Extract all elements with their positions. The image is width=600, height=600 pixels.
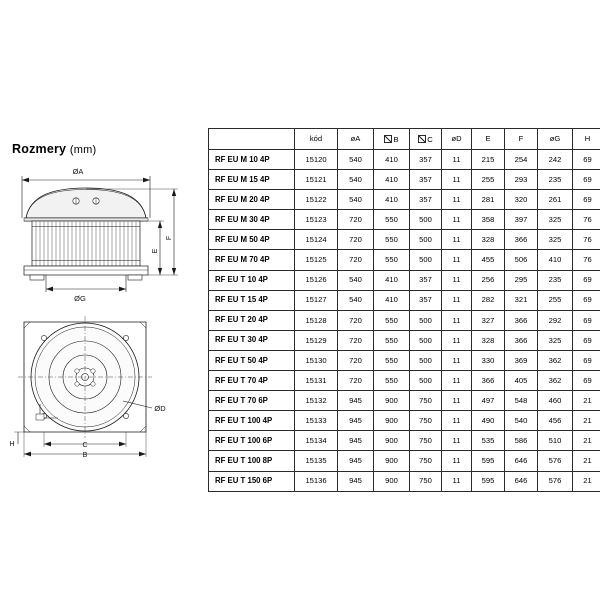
cell-diameter-g: 255 xyxy=(538,290,573,310)
cell-diameter-g: 362 xyxy=(538,350,573,370)
cell-b: 550 xyxy=(374,350,410,370)
cell-diameter-a: 540 xyxy=(338,290,374,310)
cell-b: 410 xyxy=(374,190,410,210)
cell-h: 69 xyxy=(573,190,600,210)
cell-diameter-d: 11 xyxy=(442,451,472,471)
cell-diameter-d: 11 xyxy=(442,250,472,270)
cell-h: 69 xyxy=(573,350,600,370)
table-row xyxy=(209,350,600,370)
cell-diameter-a: 720 xyxy=(338,310,374,330)
cell-diameter-d: 11 xyxy=(442,290,472,310)
cell-model: RF EU T 150 6P xyxy=(209,471,295,491)
cell-e: 497 xyxy=(472,391,505,411)
cell-kod: 15120 xyxy=(295,150,338,170)
cell-kod: 15126 xyxy=(295,270,338,290)
cell-model: RF EU T 20 4P xyxy=(209,310,295,330)
cell-kod: 15132 xyxy=(295,391,338,411)
column-header-b-label: B xyxy=(393,134,399,144)
cell-f: 254 xyxy=(505,150,538,170)
cell-e: 215 xyxy=(472,150,505,170)
cell-diameter-g: 235 xyxy=(538,170,573,190)
cell-kod: 15134 xyxy=(295,431,338,451)
table-row xyxy=(209,431,600,451)
cell-diameter-a: 720 xyxy=(338,371,374,391)
cell-diameter-g: 261 xyxy=(538,190,573,210)
cell-f: 548 xyxy=(505,391,538,411)
specifications-table-wrapper xyxy=(208,128,596,492)
cell-diameter-a: 540 xyxy=(338,170,374,190)
cell-c: 357 xyxy=(410,150,442,170)
cell-diameter-a: 945 xyxy=(338,451,374,471)
cell-model: RF EU T 70 6P xyxy=(209,391,295,411)
square-symbol-icon xyxy=(418,135,426,143)
label-diameter-a: ØA xyxy=(72,167,84,176)
cell-diameter-g: 576 xyxy=(538,471,573,491)
cell-diameter-d: 11 xyxy=(442,170,472,190)
column-header-diameter-a: øA xyxy=(338,129,374,150)
cell-h: 21 xyxy=(573,411,600,431)
cell-e: 595 xyxy=(472,451,505,471)
cell-e: 255 xyxy=(472,170,505,190)
product-drawing-svg xyxy=(0,156,205,466)
cell-diameter-d: 11 xyxy=(442,190,472,210)
cell-model: RF EU M 70 4P xyxy=(209,250,295,270)
cell-diameter-d: 11 xyxy=(442,210,472,230)
cell-diameter-d: 11 xyxy=(442,431,472,451)
cell-diameter-a: 945 xyxy=(338,391,374,411)
dimensions-title xyxy=(12,142,96,156)
cell-diameter-a: 945 xyxy=(338,431,374,451)
cell-h: 69 xyxy=(573,371,600,391)
cell-diameter-d: 11 xyxy=(442,270,472,290)
cell-b: 900 xyxy=(374,391,410,411)
dimensions-unit-text: (mm) xyxy=(69,144,97,156)
label-height-h: H xyxy=(9,441,15,448)
dim-line-height-e xyxy=(148,221,178,275)
cell-f: 293 xyxy=(505,170,538,190)
cell-c: 357 xyxy=(410,190,442,210)
dimensions-drawing-block xyxy=(0,130,205,470)
cell-model: RF EU M 30 4P xyxy=(209,210,295,230)
cell-f: 320 xyxy=(505,190,538,210)
cell-model: RF EU M 20 4P xyxy=(209,190,295,210)
column-header-diameter-d: øD xyxy=(442,129,472,150)
cell-diameter-g: 510 xyxy=(538,431,573,451)
cell-f: 369 xyxy=(505,350,538,370)
cell-diameter-a: 540 xyxy=(338,190,374,210)
cell-diameter-a: 720 xyxy=(338,210,374,230)
cell-h: 21 xyxy=(573,451,600,471)
square-symbol-icon xyxy=(384,135,392,143)
top-view-group xyxy=(14,316,152,457)
cell-kod: 15130 xyxy=(295,350,338,370)
cell-kod: 15135 xyxy=(295,451,338,471)
cell-diameter-g: 325 xyxy=(538,330,573,350)
cell-model: RF EU T 30 4P xyxy=(209,330,295,350)
table-header-row xyxy=(209,129,600,150)
cell-e: 490 xyxy=(472,411,505,431)
cell-c: 500 xyxy=(410,230,442,250)
cell-f: 366 xyxy=(505,330,538,350)
cell-e: 366 xyxy=(472,371,505,391)
cell-b: 410 xyxy=(374,170,410,190)
cell-diameter-d: 11 xyxy=(442,150,472,170)
label-diameter-d: ØD xyxy=(154,404,166,413)
cell-c: 500 xyxy=(410,210,442,230)
cell-kod: 15122 xyxy=(295,190,338,210)
cell-e: 330 xyxy=(472,350,505,370)
label-height-f: F xyxy=(166,235,173,241)
cell-c: 750 xyxy=(410,391,442,411)
cell-model: RF EU M 50 4P xyxy=(209,230,295,250)
cell-diameter-g: 292 xyxy=(538,310,573,330)
cell-e: 328 xyxy=(472,330,505,350)
cell-e: 282 xyxy=(472,290,505,310)
cell-c: 500 xyxy=(410,350,442,370)
table-row xyxy=(209,270,600,290)
dimensions-title-text: Rozmery xyxy=(12,142,67,156)
cell-f: 646 xyxy=(505,451,538,471)
cell-diameter-a: 720 xyxy=(338,330,374,350)
table-row xyxy=(209,150,600,170)
column-header-f: F xyxy=(505,129,538,150)
table-row xyxy=(209,451,600,471)
cell-b: 410 xyxy=(374,150,410,170)
cell-h: 69 xyxy=(573,270,600,290)
cell-b: 550 xyxy=(374,230,410,250)
cell-model: RF EU T 100 6P xyxy=(209,431,295,451)
table-body xyxy=(209,150,600,492)
cell-diameter-a: 540 xyxy=(338,150,374,170)
cell-b: 410 xyxy=(374,290,410,310)
cell-kod: 15128 xyxy=(295,310,338,330)
column-header-c xyxy=(410,129,442,150)
cell-h: 69 xyxy=(573,330,600,350)
cell-c: 500 xyxy=(410,371,442,391)
cell-h: 69 xyxy=(573,150,600,170)
cell-diameter-d: 11 xyxy=(442,471,472,491)
cell-kod: 15125 xyxy=(295,250,338,270)
cell-kod: 15136 xyxy=(295,471,338,491)
cell-c: 500 xyxy=(410,250,442,270)
table-row xyxy=(209,411,600,431)
cell-f: 366 xyxy=(505,230,538,250)
cell-h: 21 xyxy=(573,391,600,411)
cell-diameter-g: 410 xyxy=(538,250,573,270)
cell-b: 550 xyxy=(374,330,410,350)
cell-e: 281 xyxy=(472,190,505,210)
column-header-diameter-g: øG xyxy=(538,129,573,150)
cell-e: 358 xyxy=(472,210,505,230)
cell-diameter-d: 11 xyxy=(442,391,472,411)
cell-diameter-d: 11 xyxy=(442,330,472,350)
column-header-model xyxy=(209,129,295,150)
dim-line-height-h xyxy=(14,432,24,444)
cell-c: 500 xyxy=(410,310,442,330)
cell-c: 750 xyxy=(410,451,442,471)
cell-h: 69 xyxy=(573,310,600,330)
cell-kod: 15127 xyxy=(295,290,338,310)
cell-diameter-d: 11 xyxy=(442,350,472,370)
cell-f: 540 xyxy=(505,411,538,431)
label-height-e: E xyxy=(152,248,159,254)
table-row xyxy=(209,391,600,411)
label-diameter-g: ØG xyxy=(74,294,86,303)
cell-f: 405 xyxy=(505,371,538,391)
cell-diameter-g: 456 xyxy=(538,411,573,431)
cell-b: 550 xyxy=(374,250,410,270)
cell-c: 357 xyxy=(410,290,442,310)
cell-c: 357 xyxy=(410,270,442,290)
table-row xyxy=(209,230,600,250)
cell-f: 366 xyxy=(505,310,538,330)
cell-e: 328 xyxy=(472,230,505,250)
cell-c: 750 xyxy=(410,411,442,431)
label-width-c: C xyxy=(82,442,88,449)
cell-c: 500 xyxy=(410,330,442,350)
cell-diameter-g: 362 xyxy=(538,371,573,391)
table-row xyxy=(209,290,600,310)
table-row xyxy=(209,371,600,391)
cell-kod: 15123 xyxy=(295,210,338,230)
cell-kod: 15131 xyxy=(295,371,338,391)
cell-b: 550 xyxy=(374,310,410,330)
cell-model: RF EU M 10 4P xyxy=(209,150,295,170)
cell-diameter-g: 576 xyxy=(538,451,573,471)
cell-diameter-d: 11 xyxy=(442,411,472,431)
cell-diameter-a: 945 xyxy=(338,411,374,431)
table-row xyxy=(209,210,600,230)
label-width-b: B xyxy=(82,452,88,459)
cell-h: 21 xyxy=(573,471,600,491)
cell-h: 76 xyxy=(573,230,600,250)
cell-c: 750 xyxy=(410,431,442,451)
cell-diameter-g: 325 xyxy=(538,230,573,250)
cell-b: 410 xyxy=(374,270,410,290)
column-header-b xyxy=(374,129,410,150)
cell-e: 535 xyxy=(472,431,505,451)
cell-diameter-d: 11 xyxy=(442,371,472,391)
cell-e: 595 xyxy=(472,471,505,491)
cell-model: RF EU M 15 4P xyxy=(209,170,295,190)
table-row xyxy=(209,310,600,330)
table-row xyxy=(209,250,600,270)
cell-b: 900 xyxy=(374,431,410,451)
cell-diameter-g: 460 xyxy=(538,391,573,411)
cell-model: RF EU T 70 4P xyxy=(209,371,295,391)
cell-f: 506 xyxy=(505,250,538,270)
side-view-group xyxy=(22,176,178,292)
cell-diameter-g: 235 xyxy=(538,270,573,290)
cell-model: RF EU T 15 4P xyxy=(209,290,295,310)
cell-diameter-a: 720 xyxy=(338,230,374,250)
cell-h: 21 xyxy=(573,431,600,451)
cell-diameter-g: 325 xyxy=(538,210,573,230)
cell-diameter-a: 540 xyxy=(338,270,374,290)
cell-kod: 15129 xyxy=(295,330,338,350)
cell-kod: 15124 xyxy=(295,230,338,250)
cell-kod: 15133 xyxy=(295,411,338,431)
cell-b: 550 xyxy=(374,371,410,391)
column-header-h: H xyxy=(573,129,600,150)
cell-model: RF EU T 50 4P xyxy=(209,350,295,370)
cell-c: 750 xyxy=(410,471,442,491)
cell-b: 900 xyxy=(374,471,410,491)
cell-model: RF EU T 10 4P xyxy=(209,270,295,290)
cell-f: 397 xyxy=(505,210,538,230)
cell-model: RF EU T 100 4P xyxy=(209,411,295,431)
cell-h: 69 xyxy=(573,170,600,190)
cell-e: 256 xyxy=(472,270,505,290)
cell-c: 357 xyxy=(410,170,442,190)
cell-f: 321 xyxy=(505,290,538,310)
cell-b: 550 xyxy=(374,210,410,230)
cell-model: RF EU T 100 8P xyxy=(209,451,295,471)
table-row xyxy=(209,330,600,350)
column-header-e: E xyxy=(472,129,505,150)
cell-h: 69 xyxy=(573,290,600,310)
cell-e: 327 xyxy=(472,310,505,330)
specifications-table xyxy=(208,128,600,492)
cell-f: 295 xyxy=(505,270,538,290)
cell-h: 76 xyxy=(573,250,600,270)
cell-diameter-a: 720 xyxy=(338,350,374,370)
column-header-kod: kód xyxy=(295,129,338,150)
cell-b: 900 xyxy=(374,451,410,471)
cell-b: 900 xyxy=(374,411,410,431)
cell-f: 646 xyxy=(505,471,538,491)
drawing-svg-wrapper xyxy=(0,156,205,466)
table-row xyxy=(209,471,600,491)
cell-diameter-d: 11 xyxy=(442,230,472,250)
cell-h: 76 xyxy=(573,210,600,230)
cell-diameter-g: 242 xyxy=(538,150,573,170)
dim-line-diameter-g xyxy=(46,275,126,292)
cell-e: 455 xyxy=(472,250,505,270)
cell-f: 586 xyxy=(505,431,538,451)
column-header-c-label: C xyxy=(427,134,433,144)
cell-kod: 15121 xyxy=(295,170,338,190)
cell-diameter-a: 720 xyxy=(338,250,374,270)
table-row xyxy=(209,190,600,210)
cell-diameter-a: 945 xyxy=(338,471,374,491)
table-row xyxy=(209,170,600,190)
cell-diameter-d: 11 xyxy=(442,310,472,330)
